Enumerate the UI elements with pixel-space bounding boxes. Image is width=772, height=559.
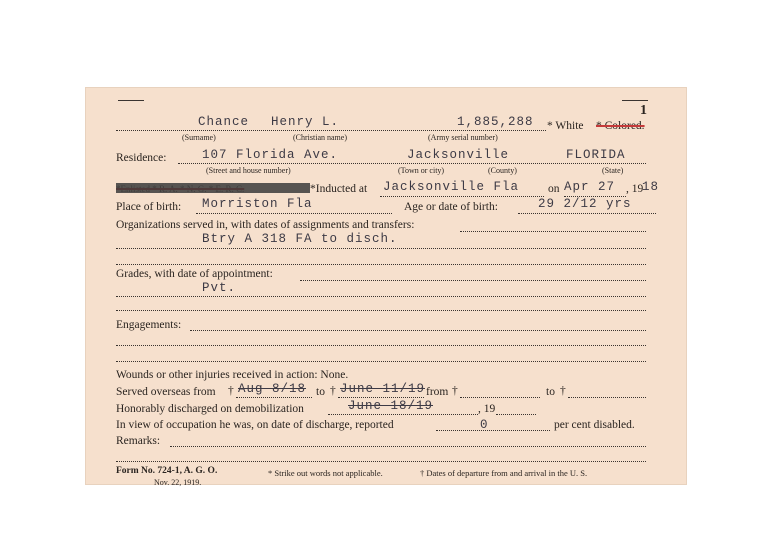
- birthplace-label: Place of birth:: [116, 201, 182, 213]
- overseas-from-line: [236, 397, 312, 398]
- organizations-label: Organizations served in, with dates of assignments and transfers:: [116, 219, 415, 231]
- form-number: Form No. 724-1, A. G. O.: [116, 466, 218, 476]
- grades-value: Pvt.: [202, 281, 237, 295]
- inducted-date-value: Apr 27: [564, 180, 616, 194]
- wounds-label: Wounds or other injuries received in action: None.: [116, 369, 349, 381]
- residence-label: Residence:: [116, 152, 167, 164]
- christian-name-caption: (Christian name): [293, 133, 347, 142]
- inducted-on-label: on: [548, 183, 560, 195]
- discharge-year-line: [496, 414, 536, 415]
- birthplace-value: Morriston Fla: [202, 197, 313, 211]
- overseas-dagger-2: †: [330, 385, 336, 397]
- overseas-to-label-2: to: [546, 386, 555, 398]
- overseas-from-label-2: from: [426, 386, 449, 398]
- engagements-line-1: [190, 330, 646, 331]
- occupation-suffix: per cent disabled.: [554, 419, 635, 431]
- engagements-line-3: [116, 361, 646, 362]
- overseas-to-line: [338, 397, 424, 398]
- town-caption: (Town or city): [398, 166, 445, 175]
- street-caption: (Street and house number): [206, 166, 291, 175]
- dates-note: † Dates of departure from and arrival in the U. S.: [420, 468, 588, 478]
- grades-line-2: [116, 296, 646, 297]
- organizations-line-3: [116, 264, 646, 265]
- overseas-from-line-2: [460, 397, 540, 398]
- service-record-card: [86, 88, 686, 487]
- occupation-label: In view of occupation he was, on date of discharge, reported: [116, 419, 394, 431]
- remarks-label: Remarks:: [116, 435, 161, 447]
- remarks-line-2: [116, 461, 646, 462]
- engagements-separator: [116, 310, 646, 311]
- overseas-dagger-4: †: [560, 385, 566, 397]
- inducted-year-prefix: , 19: [626, 183, 644, 195]
- strike-note: * Strike out words not applicable.: [268, 468, 383, 478]
- overseas-label: Served overseas from: [116, 386, 216, 398]
- serial-number-caption: (Army serial number): [428, 133, 498, 142]
- surname-caption: (Surname): [182, 133, 216, 142]
- inducted-at-value: Jacksonville Fla: [383, 180, 520, 194]
- county-caption: (County): [488, 166, 517, 175]
- residence-line: [178, 163, 646, 164]
- discharge-label: Honorably discharged on demobilization: [116, 403, 304, 415]
- christian-name-value: Henry L.: [271, 115, 340, 129]
- colored-label: * Colored.: [596, 120, 645, 132]
- state-caption: (State): [602, 166, 624, 175]
- inducted-label: *Inducted at: [310, 183, 368, 195]
- residence-state-value: FLORIDA: [566, 148, 626, 162]
- overseas-dagger-1: †: [228, 385, 234, 397]
- top-left-rule: [118, 100, 144, 101]
- age-line: [518, 213, 656, 214]
- organizations-line-2: [116, 248, 646, 249]
- organizations-value: Btry A 318 FA to disch.: [202, 232, 398, 246]
- overseas-to-label: to: [316, 386, 325, 398]
- engagements-line-2: [116, 345, 646, 346]
- overseas-dagger-3: †: [452, 385, 458, 397]
- overseas-from-value: Aug 8/18: [238, 382, 307, 396]
- top-right-rule: [622, 100, 648, 101]
- age-value: 29 2/12 yrs: [538, 197, 632, 211]
- surname-value: Chance: [198, 115, 250, 129]
- card-number: 1: [640, 103, 647, 118]
- discharge-line: [328, 414, 478, 415]
- inducted-line: [380, 196, 544, 197]
- birthplace-line: [196, 213, 392, 214]
- discharge-year-label: , 19: [478, 403, 496, 415]
- occupation-line: [436, 430, 550, 431]
- discharge-date-value: June 18/19: [348, 399, 434, 413]
- name-line: [116, 130, 546, 131]
- overseas-to-value: June 11/19: [340, 382, 426, 396]
- grades-line-1: [300, 280, 646, 281]
- age-label: Age or date of birth:: [404, 201, 498, 213]
- white-label: * White: [547, 120, 584, 132]
- residence-street-value: 107 Florida Ave.: [202, 148, 339, 162]
- form-date: Nov. 22, 1919.: [154, 478, 202, 487]
- organizations-line-1: [460, 231, 646, 232]
- overseas-to-line-2: [568, 397, 646, 398]
- grades-label: Grades, with date of appointment:: [116, 268, 273, 280]
- inducted-year-value: 18: [642, 180, 660, 194]
- engagements-label: Engagements:: [116, 319, 182, 331]
- occupation-value: 0: [480, 418, 489, 432]
- serial-number-value: 1,885,288: [457, 115, 534, 129]
- residence-town-value: Jacksonville: [407, 148, 510, 162]
- redaction-mark: [116, 183, 310, 193]
- remarks-line-1: [170, 446, 646, 447]
